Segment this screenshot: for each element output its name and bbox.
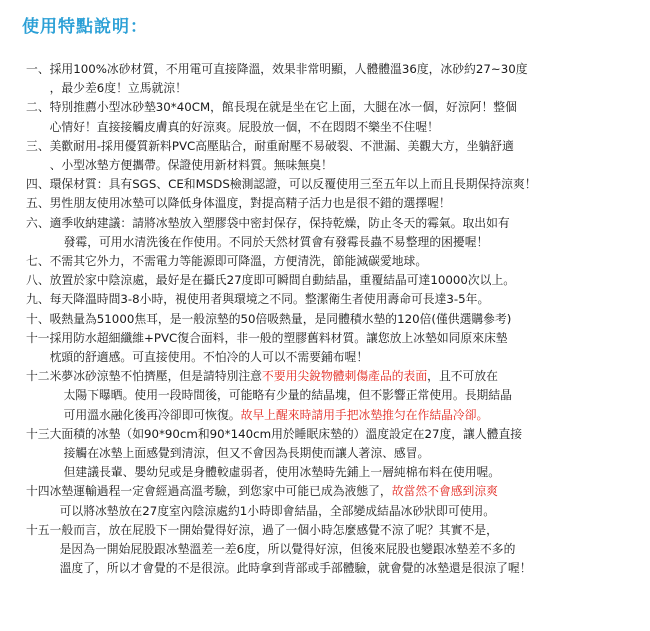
item-line bbox=[50, 367, 640, 386]
text-segment: 可用溫水融化後再冷卻即可恢復。 bbox=[63, 407, 241, 422]
item-text bbox=[50, 367, 640, 425]
item-text bbox=[50, 214, 640, 252]
text-segment: 放置於家中陰涼處，最好是在攝氏27度即可瞬間自動結晶，重覆結晶可達10000次以上。 bbox=[49, 273, 516, 288]
list-item bbox=[26, 175, 640, 194]
item-number: 一、 bbox=[26, 62, 50, 76]
highlight-warning: 故早上醒來時請用手把冰墊推匀在作結晶冷卻。 bbox=[240, 407, 489, 422]
text-segment: 男性朋友使用冰墊可以降低身体溫度，對提高精子活力也是很不錯的選擇喔！ bbox=[49, 196, 451, 211]
item-line bbox=[50, 348, 640, 367]
text-segment: 、小型冰墊方便攜帶。保證使用新材料質。無味無臭！ bbox=[49, 158, 333, 173]
item-line bbox=[50, 329, 640, 348]
item-text bbox=[50, 137, 640, 175]
text-segment: 但建議長輩、嬰幼兒或是身體較虛弱者，使用冰墊時先鋪上一層純棉布料在使用喔。 bbox=[63, 465, 501, 480]
text-segment: ，且不可放在 bbox=[427, 369, 498, 384]
list-item bbox=[26, 482, 640, 520]
list-item bbox=[26, 214, 640, 252]
item-number: 七、 bbox=[26, 254, 50, 269]
text-segment: 心情好！直接接觸皮膚真的好涼爽。屁股放一個，不在悶悶不樂坐不住喔！ bbox=[49, 119, 439, 134]
item-line bbox=[50, 252, 640, 271]
text-segment: 冰墊運輸過程一定會經過高溫考驗，到您家中可能已成為液態了， bbox=[49, 484, 392, 499]
text-segment: 環保材質：具有SGS、CE和MSDS檢測認證，可以反覆使用三至五年以上而且長期保持涼爽！ bbox=[49, 177, 537, 192]
item-number: 十三 bbox=[26, 426, 50, 441]
item-line bbox=[50, 406, 640, 425]
item-line bbox=[50, 310, 640, 329]
item-line bbox=[50, 233, 640, 252]
text-segment: 特別推薦小型冰砂墊30*40CM，館長現在就是坐在它上面，大腿在冰一個，好涼阿！整個 bbox=[49, 100, 517, 115]
item-number: 二、 bbox=[26, 100, 50, 115]
text-segment: 接觸在冰墊上面感覺到清涼，但又不會因為長期使而讓人著涼、感冒。 bbox=[63, 446, 430, 461]
item-number: 十、 bbox=[26, 311, 50, 326]
text-segment: 美歡耐用-採用優質新料PVC高壓貼合，耐重耐壓不易破裂、不泄漏、美觀大方，坐躺舒適 bbox=[49, 138, 514, 153]
item-number: 四、 bbox=[26, 177, 50, 192]
item-line bbox=[50, 463, 640, 482]
item-number: 三、 bbox=[26, 138, 50, 153]
item-number: 十二 bbox=[26, 369, 50, 384]
item-text bbox=[50, 482, 640, 520]
item-number: 十四 bbox=[26, 484, 50, 499]
list-item bbox=[26, 137, 640, 175]
item-text bbox=[50, 60, 640, 98]
item-line bbox=[50, 194, 640, 213]
item-number: 五、 bbox=[26, 196, 50, 211]
item-line bbox=[50, 98, 640, 117]
list-item bbox=[26, 194, 640, 213]
list-item bbox=[26, 310, 640, 329]
item-line bbox=[50, 502, 640, 521]
item-line bbox=[50, 521, 640, 540]
item-line bbox=[50, 482, 640, 501]
list-item bbox=[26, 290, 640, 309]
list-item bbox=[26, 367, 640, 425]
item-line bbox=[50, 214, 640, 233]
item-line bbox=[50, 444, 640, 463]
item-line bbox=[50, 386, 640, 405]
item-number: 六、 bbox=[26, 215, 50, 230]
text-segment: 米夢冰砂涼墊不怕擠壓，但是請特別注意 bbox=[49, 369, 262, 384]
list-item bbox=[26, 252, 640, 271]
item-text bbox=[50, 290, 640, 309]
item-number: 十五 bbox=[26, 522, 50, 537]
item-text bbox=[50, 425, 640, 483]
item-text bbox=[50, 521, 640, 579]
text-segment: 是因為一開始屁股跟冰墊溫差一差6度，所以覺得好涼，但後來屁股也變跟冰墊差不多的 bbox=[59, 542, 516, 557]
highlight-warning: 故當然不會感到涼爽 bbox=[391, 484, 498, 499]
item-number: 八、 bbox=[26, 273, 50, 288]
text-segment: 吸熱量為51000焦耳，是一般涼墊的50倍吸熱量，是同體積水墊的120倍(僅供選購參考) bbox=[49, 311, 512, 326]
list-item bbox=[26, 271, 640, 290]
feature-list bbox=[26, 60, 640, 578]
item-line bbox=[50, 175, 640, 194]
text-segment: 不需其它外力，不需電力等能源即可降溫，方便清洗，節能減碳愛地球。 bbox=[49, 254, 428, 269]
item-line bbox=[50, 156, 640, 175]
text-segment: 大面積的冰墊（如90*90cm和90*140cm用於睡眠床墊的）溫度設定在27度，讓人體直接 bbox=[49, 426, 523, 441]
item-text bbox=[50, 252, 640, 271]
item-line bbox=[50, 60, 640, 79]
item-line bbox=[50, 559, 640, 578]
item-text bbox=[50, 271, 640, 290]
text-segment: 枕頭的舒適感。可直接使用。不怕冷的人可以不需要鋪布喔！ bbox=[49, 350, 369, 365]
text-segment: 適季收納建議：請將冰墊放入塑膠袋中密封保存，保持乾燥，防止冬天的霉氣。取出如有 bbox=[49, 215, 510, 230]
text-segment: 發霉，可用水清洗後在作使用。不同於天然材質會有發霉長蟲不易整理的困擾喔！ bbox=[63, 234, 489, 249]
text-segment: 一般而言，放在屁股下一開始覺得好涼，過了一個小時怎麼感覺不涼了呢？其實不是， bbox=[49, 522, 498, 537]
item-text bbox=[50, 175, 640, 194]
list-item bbox=[26, 425, 640, 483]
item-text bbox=[50, 310, 640, 329]
text-segment: 採用防水超細纖維+PVC復合面料，非一般的塑膠舊料材質。讓您放上冰墊如同原來床墊 bbox=[49, 330, 508, 345]
item-line bbox=[50, 425, 640, 444]
text-segment: ，最少差6度！立馬就涼！ bbox=[49, 81, 187, 96]
item-number: 十一 bbox=[26, 330, 50, 345]
text-segment: 可以將冰墊放在27度室內陰涼處約1小時即會結晶，全部變成結晶冰砂狀即可使用。 bbox=[59, 503, 496, 518]
list-item bbox=[26, 521, 640, 579]
item-line bbox=[50, 290, 640, 309]
text-segment: 太陽下曝晒。使用一段時間後，可能略有少量的結晶塊，但不影響正常使用。長期結晶 bbox=[63, 388, 512, 403]
item-line bbox=[50, 271, 640, 290]
highlight-warning: 不要用尖銳物體刺傷產品的表面 bbox=[261, 369, 428, 384]
item-line bbox=[50, 540, 640, 559]
list-item bbox=[26, 60, 640, 98]
item-line bbox=[50, 79, 640, 98]
text-segment: 每天降溫時間3-8小時，視使用者與環境之不同。整潔衛生者使用壽命可長達3-5年。 bbox=[49, 292, 490, 307]
list-item bbox=[26, 98, 640, 136]
list-item bbox=[26, 329, 640, 367]
item-line bbox=[50, 137, 640, 156]
page-title: 使用特點說明： bbox=[22, 17, 148, 37]
text-segment: 採用100%冰砂材質，不用電可直接降溫，效果非常明顯，人體體溫36度，冰砂約27~30度 bbox=[49, 62, 528, 76]
item-number: 九、 bbox=[26, 292, 50, 307]
item-text bbox=[50, 329, 640, 367]
item-text bbox=[50, 194, 640, 213]
text-segment: 溫度了，所以才會覺的不是很涼。此時拿到背部或手部體驗，就會覺的冰墊還是很涼了喔！ bbox=[59, 561, 532, 576]
item-line bbox=[50, 118, 640, 137]
item-text bbox=[50, 98, 640, 136]
